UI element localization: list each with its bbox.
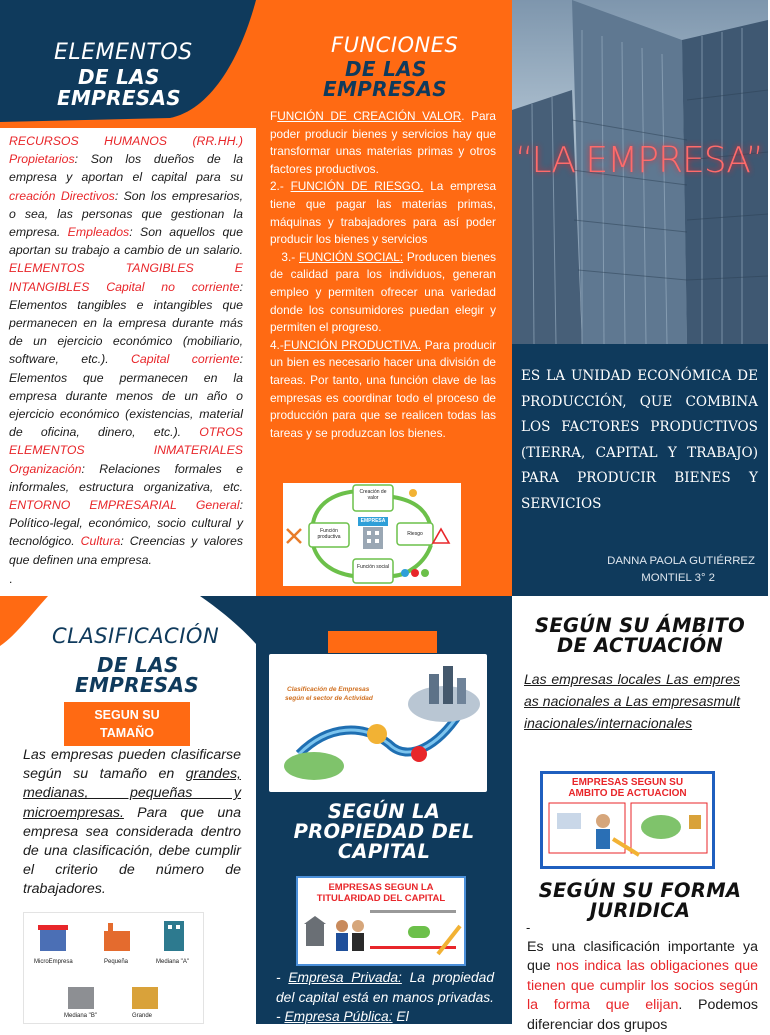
col1-segment: OTROS ELEMENTOS INMATERIALES Organización	[9, 425, 243, 476]
clasif-title-bold-1: DE LAS	[97, 653, 179, 677]
propiedad-heading-1: SEGÚN LA	[327, 800, 441, 823]
empresa-publica-link: Empresa Pública:	[284, 1009, 393, 1024]
diagram-bottom-label: Función social	[357, 564, 389, 570]
col1-segment: : Elementos que permanecen en la empresa durante menos de un año o ejercicio económico (existencias, material de oficina, dinero, etc.).	[9, 352, 243, 440]
size-micro: MicroEmpresa	[34, 959, 73, 965]
propiedad-text: - Empresa Privada: La propiedad del capital está en manos privadas. - Empresa Pública: El	[276, 970, 495, 1024]
ambito-heading-2: DE ACTUACIÓN	[557, 634, 723, 657]
size-badge: SEGUN SU TAMAÑO	[64, 702, 190, 746]
col1-segment: : Relaciones formales e informales, estructura organizativa, etc.	[9, 461, 243, 494]
forma-heading-1: SEGÚN SU FORMA	[538, 879, 742, 902]
col2-title-bold-2: EMPRESAS	[323, 77, 447, 101]
titularidad-card-title-1: EMPRESAS SEGUN LA	[328, 882, 434, 893]
col2-title-bold-1: DE LAS	[345, 57, 427, 81]
ambito-text: Las empresas locales Las empresas nacionales a Las empresasmultinacionales/internacionales	[524, 671, 740, 731]
col1-dot: .	[9, 572, 13, 586]
size-pequena: Pequeña	[104, 959, 129, 965]
col1-segment: Empleados	[67, 225, 130, 240]
col2-title-light: FUNCIONES	[331, 33, 459, 57]
definition-text: ES LA UNIDAD ECONÓMICA DE PRODUCCIÓN, QUE COMBINA LOS FACTORES PRODUCTIVOS (TIERRA, CAPITAL Y TRABAJO) PARA PRODUCIR BIENES Y SERVICIOS	[521, 368, 758, 512]
funcion-social-link: FUNCIÓN SOCIAL:	[299, 249, 404, 264]
size-grande: Grande	[132, 1013, 153, 1019]
col1-segment: : Creencias y valores que definen una empresa.	[9, 534, 243, 567]
ambito-card-title-2: AMBITO DE ACTUACION	[568, 788, 687, 799]
diagram-center-label: EMPRESA	[360, 518, 386, 524]
propiedad-heading-2: PROPIEDAD DEL	[293, 820, 475, 843]
col1-body	[9, 132, 243, 569]
funcion-riesgo-link: FUNCIÓN DE RIESGO.	[290, 179, 424, 194]
mid-orange-bar	[328, 631, 437, 653]
col1-segment: ELEMENTOS TANGIBLES E INTANGIBLES Capital no corriente	[9, 261, 243, 294]
ambito-card	[540, 771, 715, 869]
titularidad-card	[296, 876, 466, 966]
col1-title-light: ELEMENTOS	[54, 40, 193, 65]
sector-map-title-2: según el sector de Actividad	[285, 695, 373, 702]
col1-segment: Capital corriente	[131, 352, 240, 367]
diagram-right-label: Riesgo	[407, 531, 423, 537]
forma-heading-2: JURIDICA	[589, 899, 691, 922]
ambito-heading-1: SEGÚN SU ÁMBITO	[535, 614, 745, 637]
col1-title-bold-2: EMPRESAS	[57, 86, 181, 110]
propiedad-heading-3: CAPITAL	[337, 840, 431, 863]
diagram-left-label: Función productiva	[317, 528, 341, 540]
clasif-title-light: CLASIFICACIÓN	[52, 624, 220, 648]
sector-map-title-1: Clasificación de Empresas	[287, 686, 370, 693]
col1-segment: : Elementos tangibles e intangibles que permanecen en la empresa durante más de un ejercicio económico (mobiliario, software, etc.).	[9, 279, 243, 367]
functions-diagram	[283, 483, 461, 586]
titularidad-card-title-2: TITULARIDAD DEL CAPITAL	[316, 893, 446, 904]
size-mediana-b: Mediana "B"	[64, 1013, 97, 1019]
sector-map-graphic	[269, 654, 487, 792]
clasif-title-bold-2: EMPRESAS	[75, 673, 199, 697]
forma-text: Es una clasificación importante ya que nos indica las obligaciones que tienen que cumplir los socios según la forma que elijan. Podemos diferenciar dos grupos	[527, 939, 758, 1033]
funcion-creacion-link: UNCIÓN DE CREACIÓN VALOR	[277, 109, 462, 123]
col1-segment: : Político-legal, económico, socio cultural y tecnológico.	[9, 498, 243, 549]
empresa-privada-link: Empresa Privada:	[288, 970, 402, 985]
col1-segment: RECURSOS HUMANOS (RR.HH.)	[9, 134, 243, 148]
col2-body: FUNCIÓN DE CREACIÓN VALOR. Para poder producir bienes y servicios hay que transformar unas materias primas y otros factores productivos. 2.- FUNCIÓN DE RIESGO. La empresa tiene que pagar las materias primas, máquinas y trabajadores para así poder producir los bienes y servicios 3.- FUNCIÓN SOCIAL: Producen bienes de calidad para los individuos, generan empleo y permiten ofrecer una variedad donde los consumidores puedan elegir y permiten el progreso. 4.-FUNCIÓN PRODUCTIVA. Para producir un bien es necesario hacer una división de tareas. Por tanto, una función clave de las empresas es coordinar todo el proceso de producción para que se realicen todas las tareas y se produzcan los bienes.	[270, 109, 497, 440]
size-icons-graphic	[24, 913, 205, 1025]
author-line-2: MONTIEL 3° 2	[641, 572, 715, 584]
col1-segment: creación Directivos	[9, 188, 115, 203]
col1-segment: : Son los empresarios, o sea, las personas que gestionan la empresa.	[9, 188, 243, 240]
col1-segment: : Son aquellos que aportan su trabajo a cambio de un salario.	[9, 225, 243, 258]
size-mediana-a: Mediana "A"	[156, 959, 189, 965]
ambito-graphic	[543, 799, 712, 859]
size-list-link: grandes, medianas, pequeñas y microempresas.	[23, 766, 241, 821]
funcion-productiva-link: FUNCIÓN PRODUCTIVA.	[283, 337, 421, 352]
col1-title-bold-1: DE LAS	[78, 65, 160, 89]
size-cards	[23, 912, 204, 1024]
ambito-card-title-1: EMPRESAS SEGUN SU	[571, 777, 684, 788]
la-empresa-title: “LA EMPRESA”	[514, 140, 764, 181]
col1-segment: ENTORNO EMPRESARIAL General	[9, 498, 240, 513]
forma-dash: -	[526, 920, 531, 935]
diagram-top-label: Creación de valor	[359, 489, 387, 501]
clasif-text: Las empresas pueden clasificarse según su tamaño en grandes, medianas, pequeñas y microempresas. Para que una empresa sea considerada dentro de una clasificación, debe cumplir el criterio de número de trabajadores.	[23, 747, 241, 898]
col1-segment: : Son los dueños de la empresa y aportan el capital para su	[9, 152, 243, 185]
col1-segment: Cultura	[80, 534, 121, 549]
author-line-1: DANNA PAOLA GUTIÉRREZ	[607, 555, 755, 567]
sector-map	[269, 654, 487, 792]
titularidad-graphic	[298, 904, 464, 960]
col1-segment: Propietarios	[9, 152, 75, 167]
